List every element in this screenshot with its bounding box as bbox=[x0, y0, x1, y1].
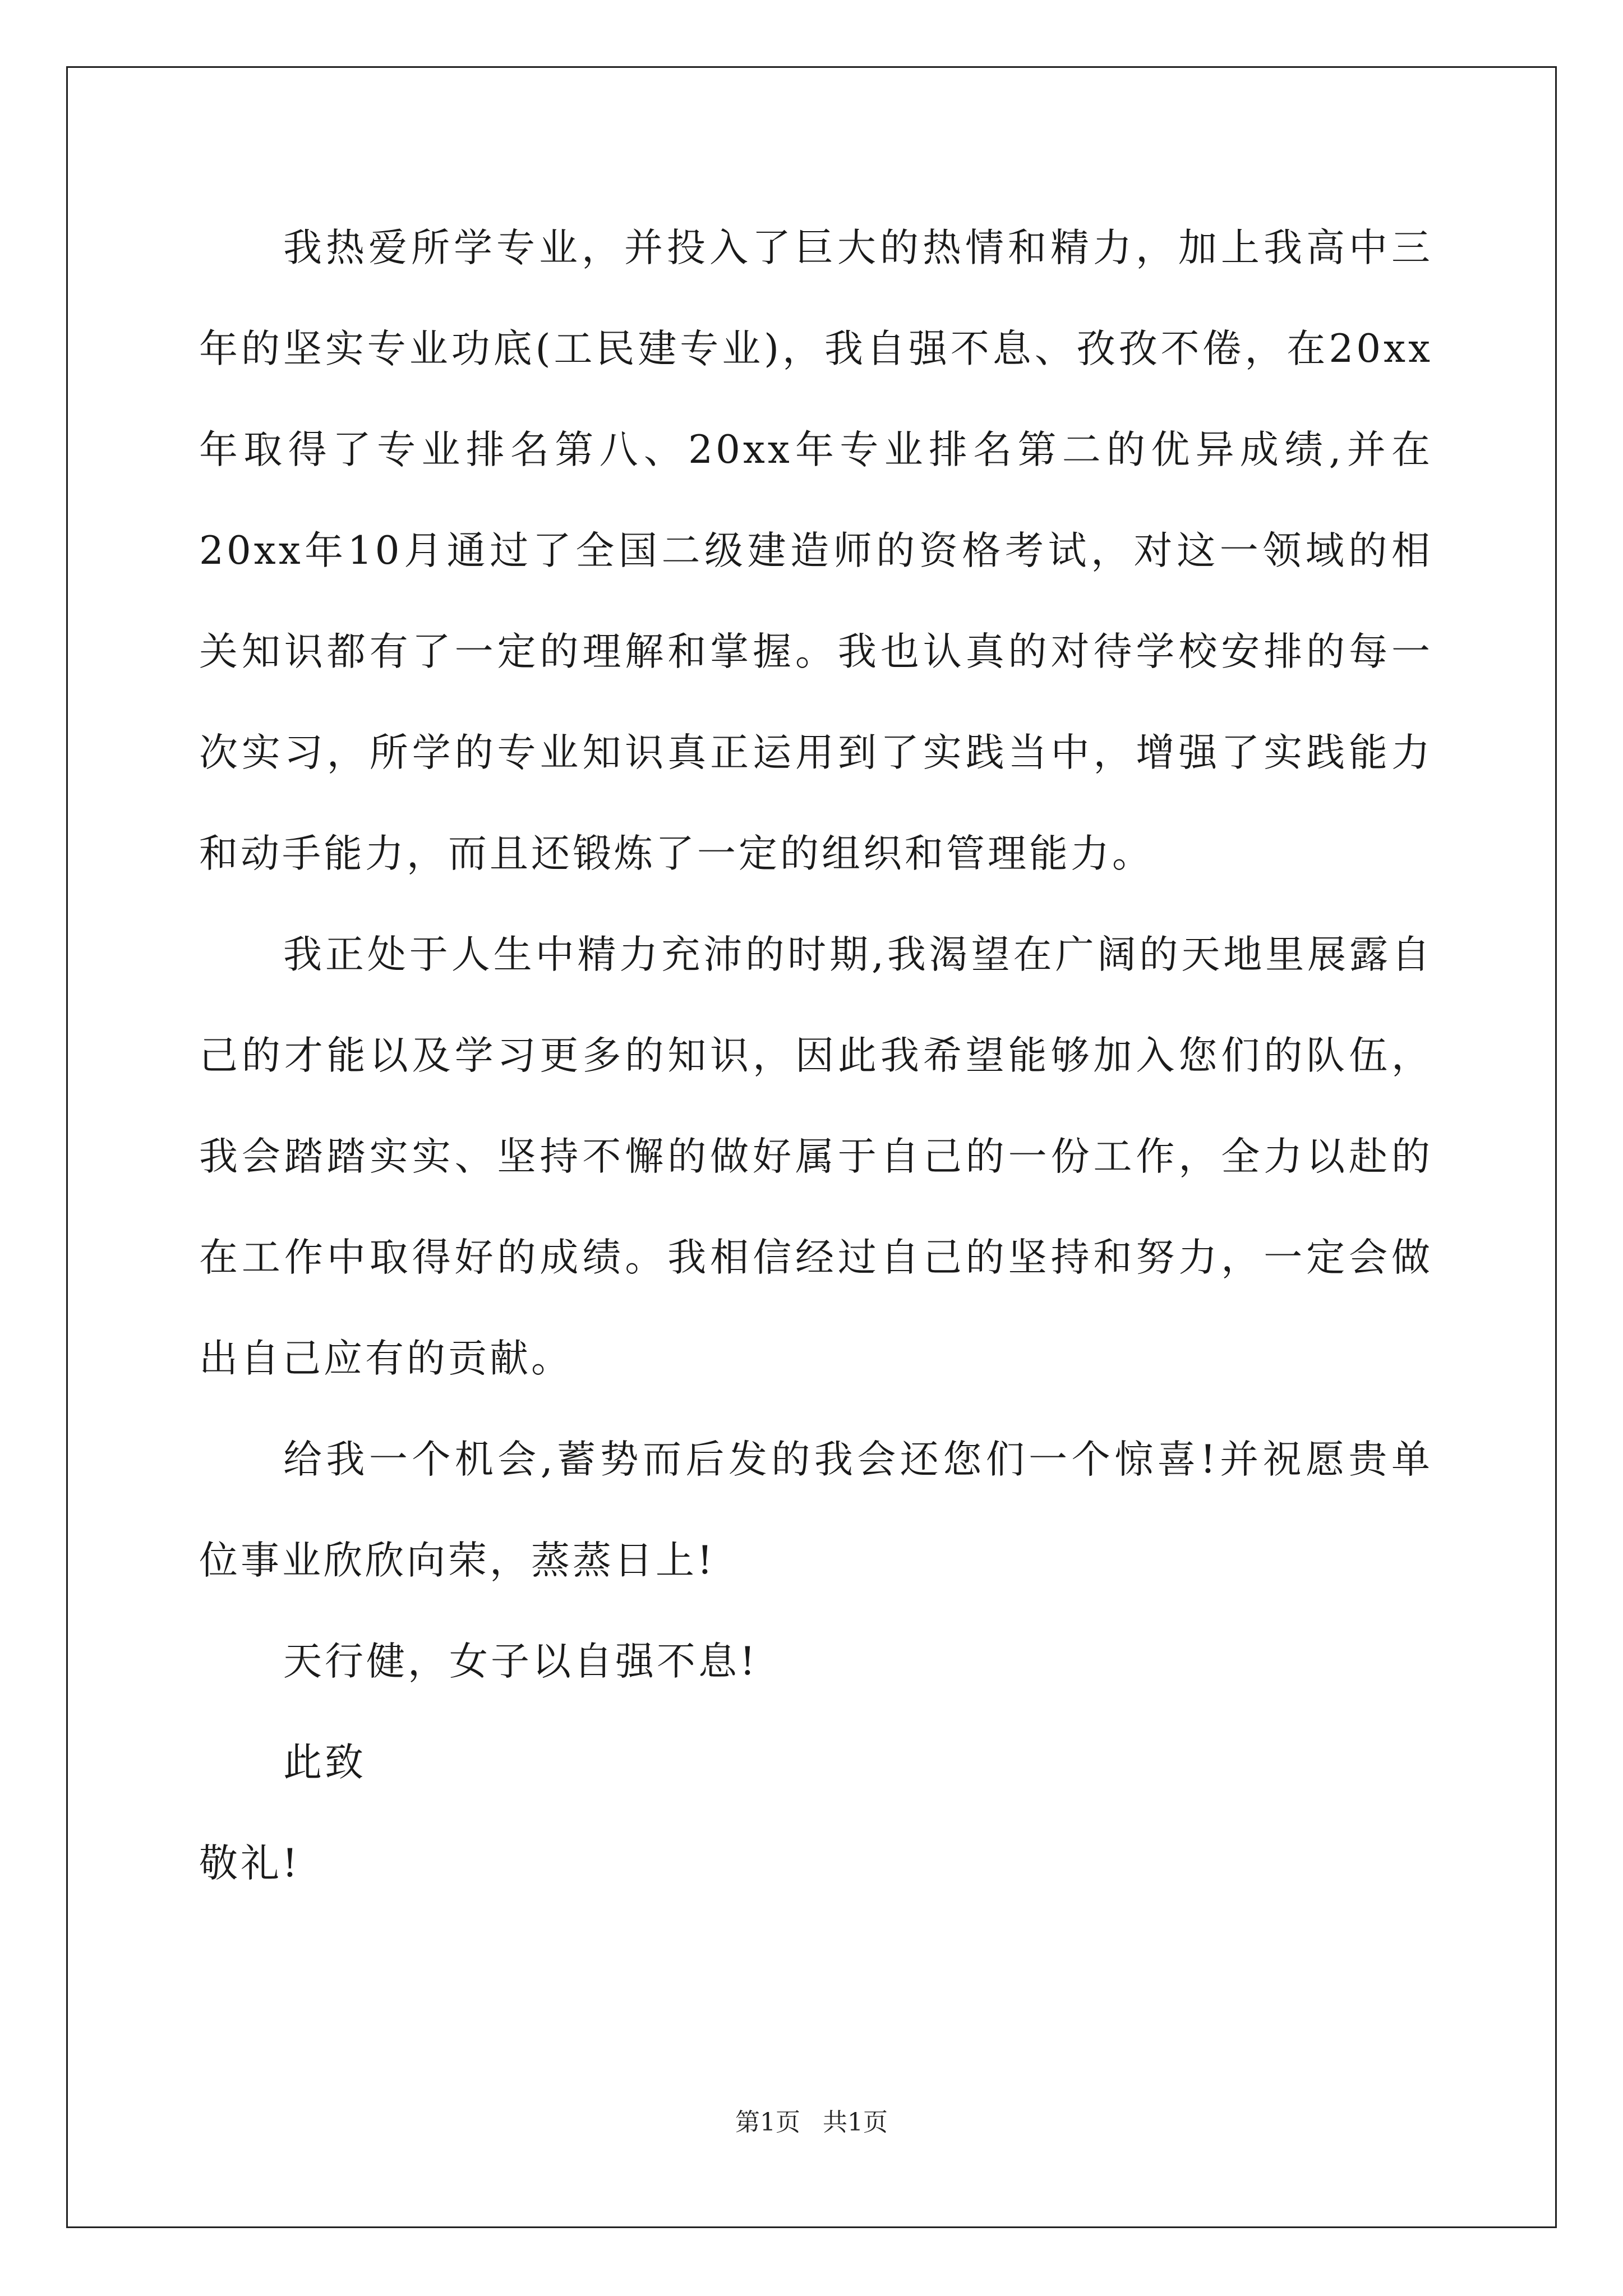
closing-salutation: 此致 bbox=[283, 1740, 366, 1785]
paragraph-motto: 天行健，女子以自强不息! bbox=[283, 1639, 758, 1684]
closing-regards: 敬礼! bbox=[199, 1841, 301, 1886]
page-number-total: 共1页 bbox=[823, 2108, 888, 2137]
paragraph-request: 给我一个机会,蓄势而后发的我会还您们一个惊喜!并祝愿贵单位事业欣欣向荣，蒸蒸日上! bbox=[199, 1437, 1433, 1583]
paragraph-aspiration: 我正处于人生中精力充沛的时期,我渴望在广阔的天地里展露自己的才能以及学习更多的知识，因此我希望能够加入您们的队伍，我会踏踏实实、坚持不懈的做好属于自己的一份工作，全力以赴的在工作中取得好的成绩。我相信经过自己的坚持和努力，一定会做出自己应有的贡献。 bbox=[199, 932, 1433, 1381]
letter-body bbox=[199, 197, 1433, 1914]
paragraph-qualifications: 我热爱所学专业，并投入了巨大的热情和精力，加上我高中三年的坚实专业功底(工民建专业)，我自强不息、孜孜不倦，在20xx年取得了专业排名第八、20xx年专业排名第二的优异成绩,并在20xx年10月通过了全国二级建造师的资格考试，对这一领域的相关知识都有了一定的理解和掌握。我也认真的对待学校安排的每一次实习，所学的专业知识真正运用到了实践当中，增强了实践能力和动手能力，而且还锻炼了一定的组织和管理能力。 bbox=[199, 226, 1433, 876]
page-footer bbox=[0, 2106, 1623, 2139]
page-number-current: 第1页 bbox=[735, 2108, 800, 2137]
